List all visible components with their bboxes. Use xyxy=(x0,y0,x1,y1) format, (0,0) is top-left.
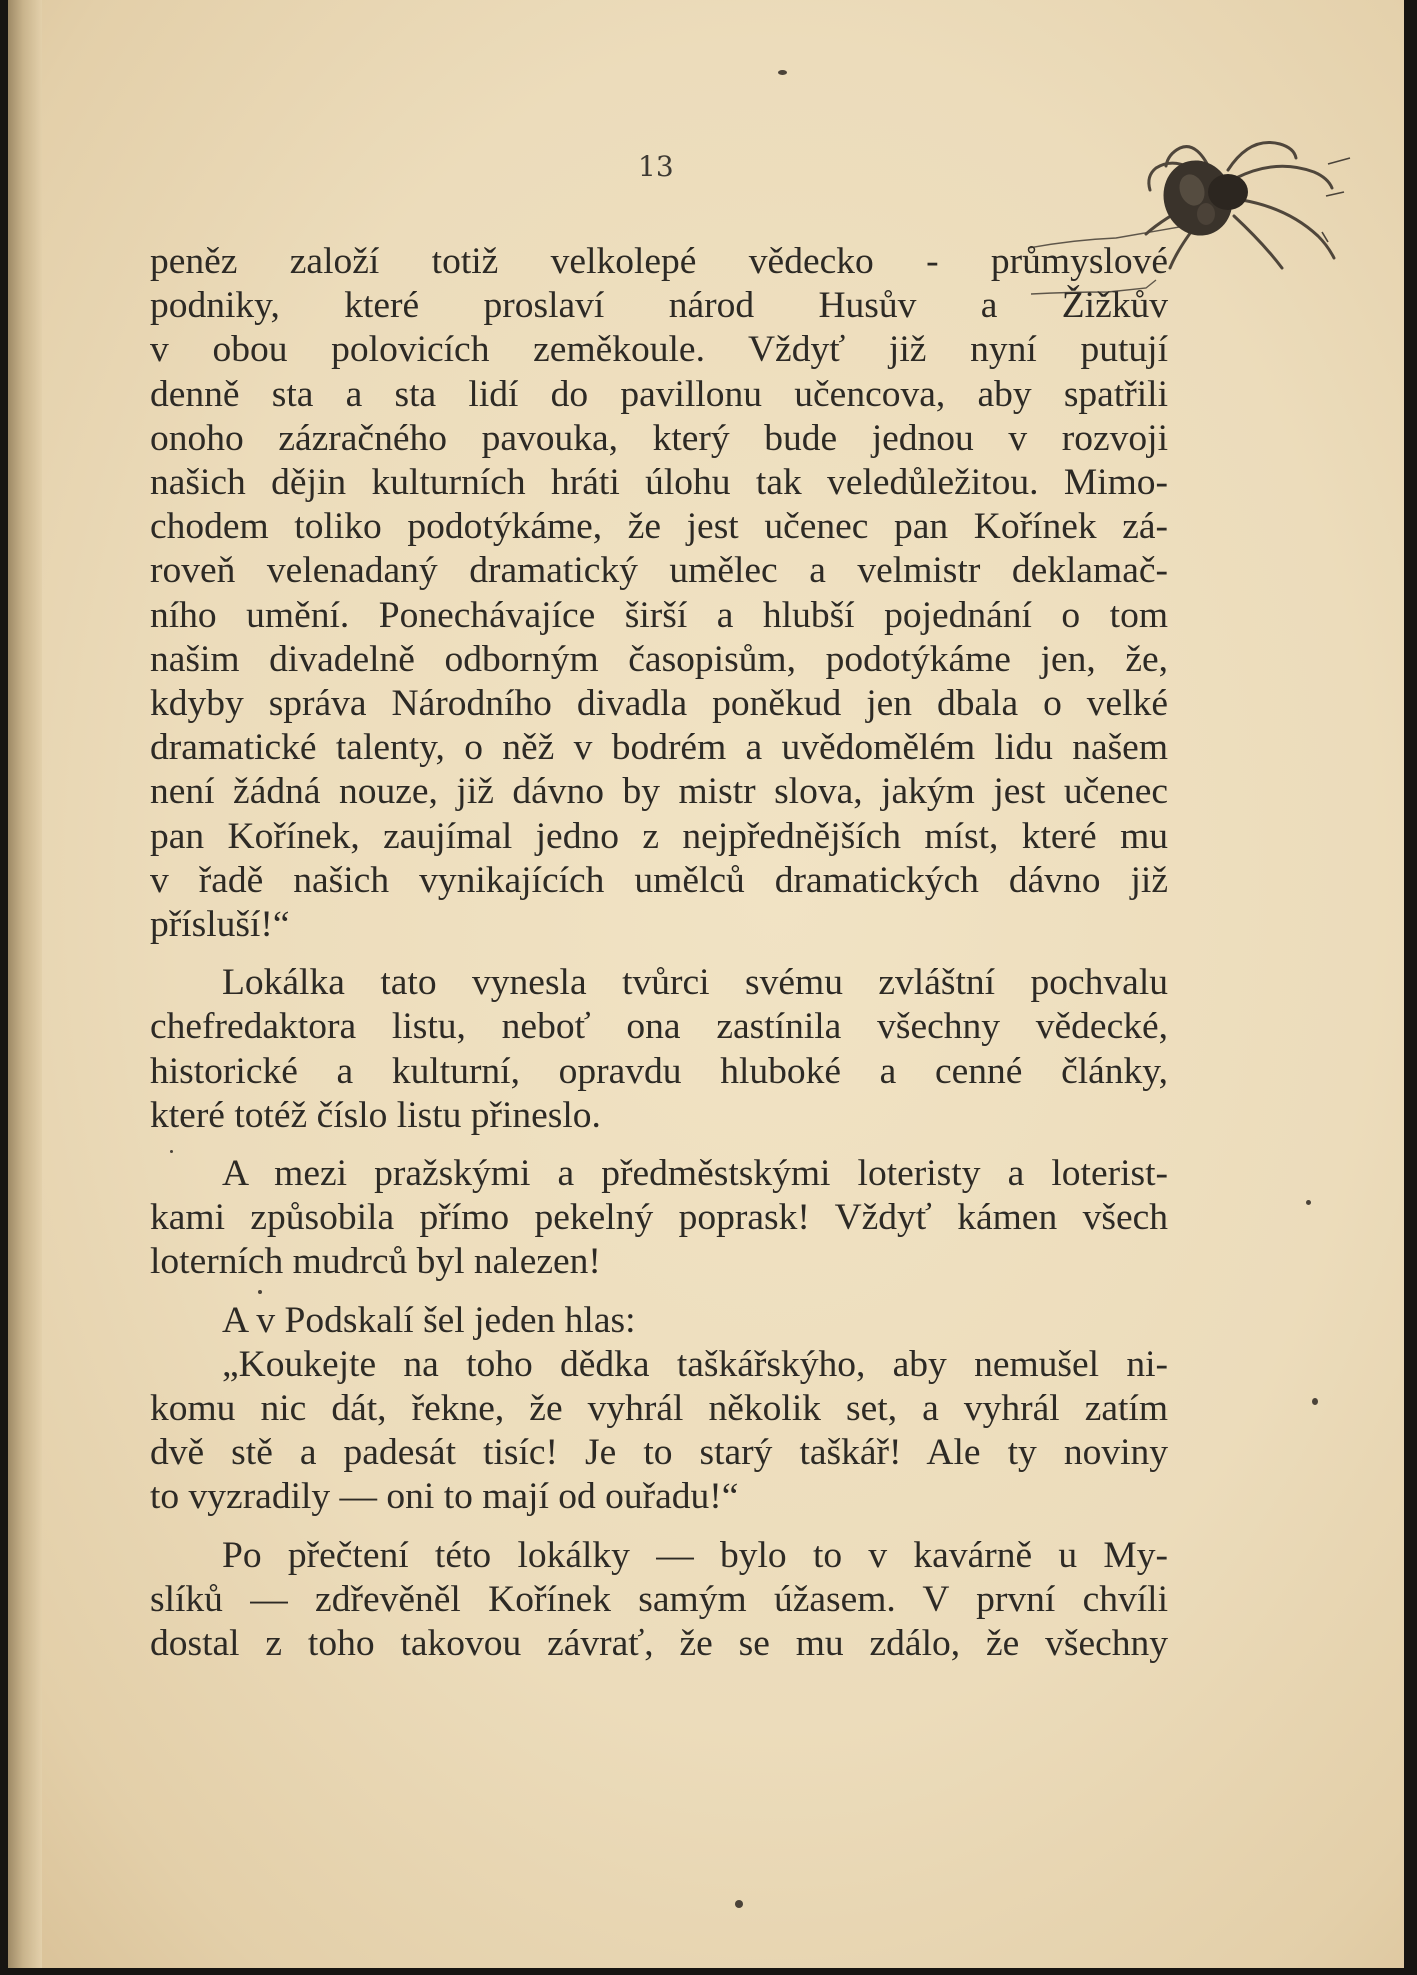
text-line: v obou polovicích zeměkoule. Vždyť již nyní putují xyxy=(150,329,1168,371)
text-line: dramatické talenty, o něž v bodrém a uvědomělém lidu našem xyxy=(150,727,1168,769)
page-number: 13 xyxy=(638,150,674,183)
text-line: našim divadelně odborným časopisům, podotýkáme jen, že, xyxy=(150,638,1168,680)
book-page xyxy=(8,0,1404,1968)
paper-speck xyxy=(1312,1398,1318,1405)
paragraph-first-line: Po přečtení této lokálky — bylo to v kavárně u My- xyxy=(222,1534,1168,1576)
text-line: chefredaktora listu, neboť ona zastínila všechny vědecké, xyxy=(150,1006,1168,1048)
text-line: dvě stě a padesát tisíc! Je to starý taškář! Ale ty noviny xyxy=(150,1432,1168,1474)
paper-speck xyxy=(1306,1200,1311,1205)
paragraph-first-line: „Koukejte na toho dědka taškářskýho, aby nemušel ni- xyxy=(222,1343,1168,1385)
text-line: pan Kořínek, zaujímal jedno z nejpřednějších míst, které mu xyxy=(150,815,1168,857)
paragraph-first-line: A mezi pražskými a předměstskými loteristy a loterist- xyxy=(222,1153,1168,1195)
text-line: které totéž číslo listu přineslo. xyxy=(150,1094,601,1136)
paper-speck xyxy=(735,1900,743,1908)
text-line: přísluší!“ xyxy=(150,904,290,946)
paper-speck xyxy=(170,1150,173,1153)
ink-marks xyxy=(1322,158,1350,242)
paper-speck xyxy=(778,70,787,75)
text-line: historické a kulturní, opravdu hluboké a cenné články, xyxy=(150,1050,1168,1092)
text-line: dostal z toho takovou závrať, že se mu zdálo, že všechny xyxy=(150,1623,1168,1665)
text-line: není žádná nouze, již dávno by mistr slova, jakým jest učenec xyxy=(150,771,1168,813)
text-line: denně sta a sta lidí do pavillonu učencova, aby spatřili xyxy=(150,373,1168,415)
text-line: kdyby správa Národního divadla poněkud jen dbala o velké xyxy=(150,683,1168,725)
text-line: podniky, které proslaví národ Husův a Žižkův xyxy=(150,285,1168,327)
text-line: ního umění. Ponechávajíce širší a hlubší pojednání o tom xyxy=(150,594,1168,636)
text-line: roveň velenadaný dramatický umělec a velmistr deklamač- xyxy=(150,550,1168,592)
text-line: chodem toliko podotýkáme, že jest učenec pan Kořínek zá- xyxy=(150,506,1168,548)
text-line: loterních mudrců byl nalezen! xyxy=(150,1241,601,1283)
text-line: komu nic dát, řekne, že vyhrál několik set, a vyhrál zatím xyxy=(150,1388,1168,1430)
text-line: onoho zázračného pavouka, který bude jednou v rozvoji xyxy=(150,417,1168,459)
text-line: našich dějin kulturních hráti úlohu tak veledůležitou. Mimo- xyxy=(150,462,1168,504)
text-line: v řadě našich vynikajících umělců dramatických dávno již xyxy=(150,859,1168,901)
page-spine-shadow xyxy=(8,0,42,1968)
paragraph-first-line: A v Podskalí šel jeden hlas: xyxy=(222,1299,636,1341)
paper-speck xyxy=(258,1290,262,1294)
text-line: kami způsobila přímo pekelný poprask! Vždyť kámen všech xyxy=(150,1197,1168,1239)
text-line: slíků — zdřevěněl Kořínek samým úžasem. V první chvíli xyxy=(150,1578,1168,1620)
text-line: peněz založí totiž velkolepé vědecko - průmyslové xyxy=(150,241,1168,282)
text-line: to vyzradily — oni to mají od ouřadu!“ xyxy=(150,1476,739,1518)
paragraph-first-line: Lokálka tato vynesla tvůrci svému zvláštní pochvalu xyxy=(222,962,1168,1004)
text-block xyxy=(150,240,1168,1666)
